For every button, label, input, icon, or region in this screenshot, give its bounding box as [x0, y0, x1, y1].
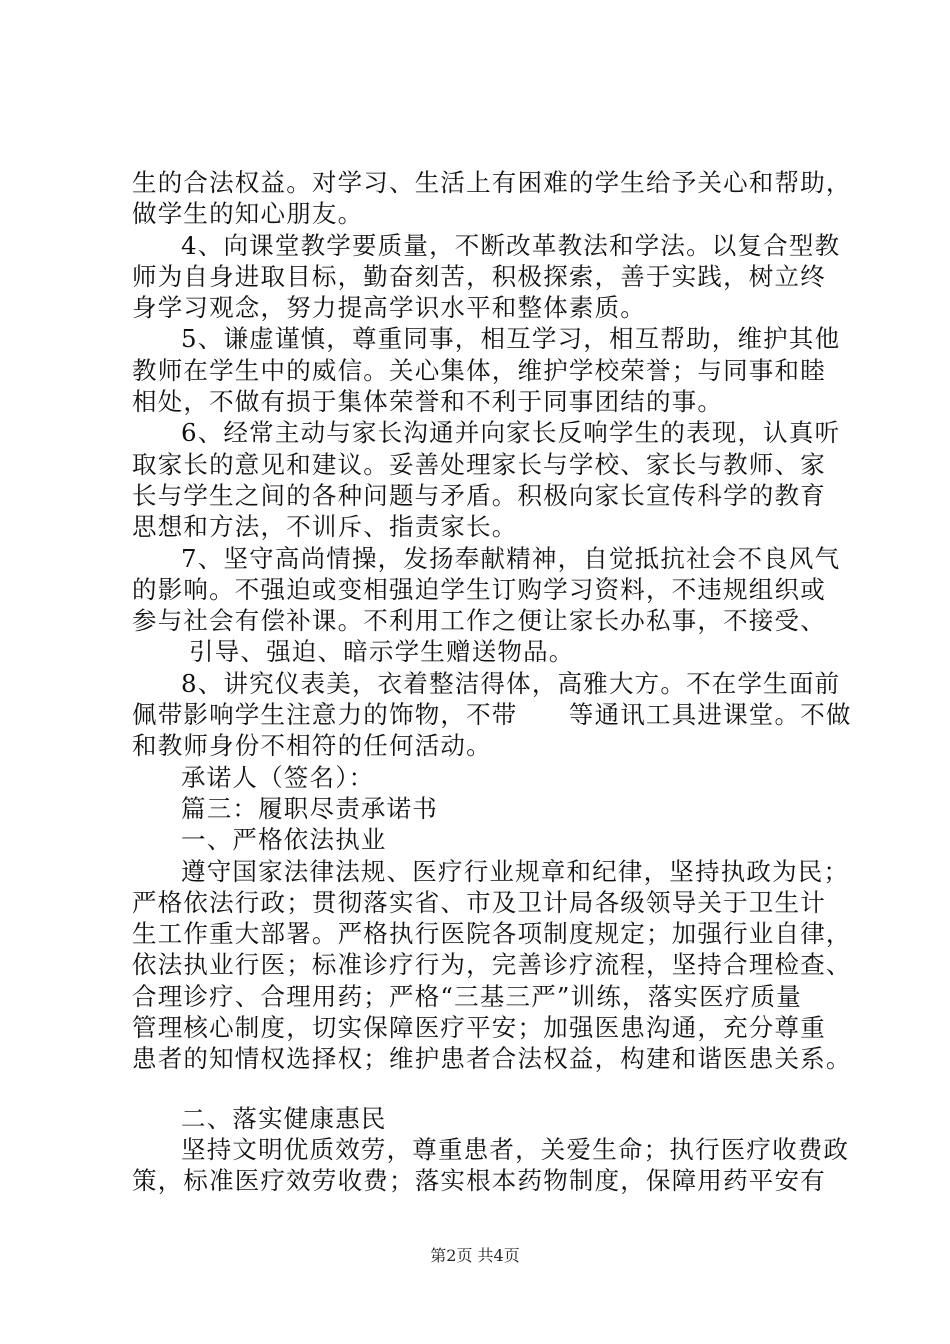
text-line: 5、谦虚谨慎，尊重同事，相互学习，相互帮助，维护其他 — [181, 324, 841, 354]
text-line: 生的合法权益。对学习、生活上有困难的学生给予关心和帮助， — [132, 168, 852, 197]
section-heading: 篇三：履职尽责承诺书 — [181, 793, 438, 823]
text-line: 7、坚守高尚情操，发扬奉献精神，自觉抵抗社会不良风气 — [181, 543, 841, 573]
text-line: 教师在学生中的威信。关心集体，维护学校荣誉；与同事和睦 — [132, 355, 826, 385]
document-body — [132, 167, 852, 1197]
text-line: 8、讲究仪表美，衣着整洁得体，高雅大方。不在学生面前 — [181, 668, 841, 698]
text-line: 相处，不做有损于集体荣誉和不利于同事团结的事。 — [132, 387, 724, 417]
text-line: 依法执业行医；标准诊疗行为，完善诊疗流程，坚持合理检查、 — [132, 950, 852, 980]
text-line: 患者的知情权选择权；维护患者合法权益，构建和谐医患关系。 — [132, 1044, 852, 1074]
text-line: 严格依法行政；贯彻落实省、市及卫计局各级领导关于卫生计 — [132, 887, 826, 917]
text-line: 的影响。不强迫或变相强迫学生订购学习资料，不违规组织或 — [132, 574, 826, 604]
text-line: 6、经常主动与家长沟通并向家长反响学生的表现，认真听 — [181, 418, 841, 448]
text-line: 管理核心制度，切实保障医疗平安；加强医患沟通，充分尊重 — [132, 1013, 826, 1043]
text-line: 取家长的意见和建议。妥善处理家长与学校、家长与教师、家 — [132, 449, 826, 479]
text-line: 遵守国家法律法规、医疗行业规章和纪律，坚持执政为民； — [181, 856, 850, 886]
text-line: 参与社会有偿补课。不利用工作之便让家长办私事，不接受、 — [132, 606, 826, 636]
text-line: 佩带影响学生注意力的饰物，不带 等通讯工具进课堂。不做 — [132, 700, 852, 730]
signature-line: 承诺人（签名）： — [181, 762, 375, 792]
text-line: 长与学生之间的各种问题与矛盾。积极向家长宣传科学的教育 — [132, 480, 826, 510]
subsection-heading: 二、落实健康惠民 — [181, 1103, 387, 1133]
text-line: 生工作重大部署。严格执行医院各项制度规定；加强行业自律， — [132, 919, 852, 949]
text-line: 合理诊疗、合理用药；严格“三基三严”训练，落实医疗质量 — [132, 981, 802, 1011]
text-line: 策，标准医疗效劳收费；落实根本药物制度，保障用药平安有 — [132, 1166, 826, 1196]
text-line: 做学生的知心朋友。 — [132, 199, 364, 229]
text-line: 引导、强迫、暗示学生赠送物品。 — [189, 637, 575, 667]
text-line: 4、向课堂教学要质量，不断改革教法和学法。以复合型教 — [181, 230, 841, 260]
text-line: 师为自身进取目标，勤奋刻苦，积极探索，善于实践，树立终 — [132, 261, 826, 291]
subsection-heading: 一、严格依法执业 — [181, 825, 387, 855]
text-line: 身学习观念，努力提高学识水平和整体素质。 — [132, 293, 646, 323]
page-footer: 第2页 共4页 — [430, 1246, 520, 1265]
text-line: 和教师身份不相符的任何活动。 — [132, 731, 492, 761]
text-line: 思想和方法，不训斥、指责家长。 — [132, 512, 518, 542]
text-line: 坚持文明优质效劳，尊重患者，关爱生命；执行医疗收费政 — [181, 1134, 850, 1164]
paragraph-gap — [132, 1075, 832, 1103]
